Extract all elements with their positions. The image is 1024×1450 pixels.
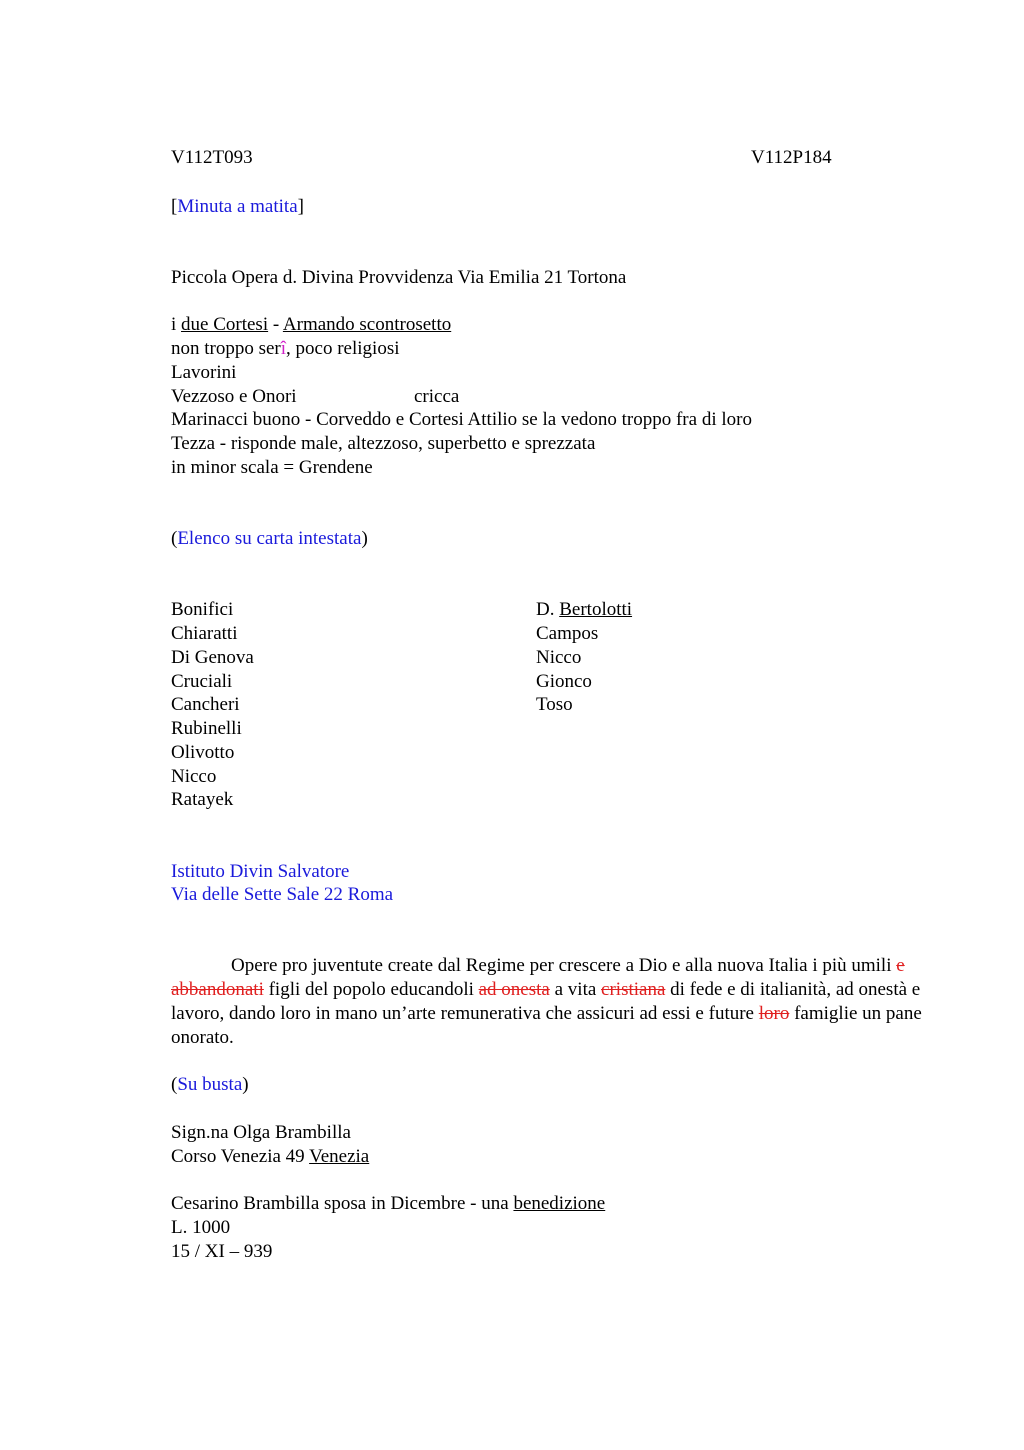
- list-item: Cancheri: [171, 694, 240, 715]
- envelope-street: Corso Venezia 49: [171, 1146, 310, 1167]
- note-line-2-before: non troppo ser: [171, 338, 281, 359]
- highlighted-letter: î: [280, 338, 287, 359]
- istituto-name: Istituto Divin Salvatore: [171, 861, 350, 882]
- list-item: Olivotto: [171, 742, 235, 763]
- bracket-close: ]: [297, 196, 304, 217]
- note-line-1-prefix: i: [171, 314, 182, 335]
- note-line-1-sep: -: [268, 314, 283, 335]
- editorial-note-text: Minuta a matita: [177, 196, 298, 217]
- list-item: [536, 598, 632, 622]
- istituto-address: Via delle Sette Sale 22 Roma: [171, 884, 394, 905]
- editorial-note-text: Elenco su carta intestata: [177, 528, 362, 549]
- list-item: Chiaratti: [171, 623, 238, 644]
- paragraph-text: di fede e di italianità, ad onestà e lavoro, dando loro in mano un’arte remunerativa che assicuri ad essi e future: [171, 979, 921, 1024]
- envelope-address: [171, 1145, 369, 1169]
- note-line-4-right: cricca: [414, 386, 460, 407]
- list-item: Toso: [536, 694, 573, 715]
- footer-date: 15 / XI – 939: [171, 1241, 273, 1262]
- document-code-left: V112T093: [171, 147, 253, 168]
- paragraph-text: a vita: [549, 979, 602, 1000]
- paren-close: ): [361, 528, 368, 549]
- envelope-recipient: Sign.na Olga Brambilla: [171, 1122, 351, 1143]
- list-item: Campos: [536, 623, 599, 644]
- editorial-note-busta: [171, 1073, 249, 1097]
- note-line-2: [171, 337, 400, 361]
- footer-amount: L. 1000: [171, 1217, 231, 1238]
- address-line-tortona: Piccola Opera d. Divina Provvidenza Via Emilia 21 Tortona: [171, 267, 627, 288]
- struck-text: cristiana: [601, 979, 666, 1000]
- envelope-city: Venezia: [309, 1146, 370, 1167]
- bertolotti: Bertolotti: [559, 599, 633, 620]
- note-line-3: Lavorini: [171, 362, 237, 383]
- note-line-5: Marinacci buono - Corveddo e Cortesi Attilio se la vedono troppo fra di loro: [171, 409, 752, 430]
- struck-text: ad onesta: [478, 979, 550, 1000]
- struck-text: loro: [758, 1003, 790, 1024]
- paren-open: (: [171, 1074, 178, 1095]
- editorial-note-text: Su busta: [177, 1074, 243, 1095]
- footer-note-text: Cesarino Brambilla sposa in Dicembre - una: [171, 1193, 514, 1214]
- note-line-2-after: , poco religiosi: [286, 338, 400, 359]
- footer-note: [171, 1192, 605, 1216]
- benedizione: benedizione: [513, 1193, 606, 1214]
- paragraph-opere: [171, 954, 923, 1050]
- paragraph-text: famiglie un pane onorato.: [171, 1003, 922, 1048]
- list-item: Bonifici: [171, 599, 234, 620]
- list-item: Gionco: [536, 671, 592, 692]
- paren-open: (: [171, 528, 178, 549]
- note-line-7: in minor scala = Grendene: [171, 457, 373, 478]
- editorial-note-elenco: [171, 527, 368, 551]
- struck-text: e abbandonati: [171, 955, 905, 1000]
- paren-close: ): [242, 1074, 249, 1095]
- note-line-1: [171, 313, 451, 337]
- note-line-4-left: Vezzoso e Onori: [171, 386, 297, 407]
- armando-scontrosetto: Armando scontrosetto: [282, 314, 452, 335]
- list-item: Rubinelli: [171, 718, 242, 739]
- bracket-open: [: [171, 196, 178, 217]
- paragraph-text: figli del popolo educandoli: [263, 979, 479, 1000]
- due-cortesi: due Cortesi: [181, 314, 269, 335]
- list-item: Nicco: [536, 647, 582, 668]
- list-item: Di Genova: [171, 647, 254, 668]
- paragraph-text: Opere pro juventute create dal Regime per crescere a Dio e alla nuova Italia i più umili: [231, 955, 897, 976]
- list-item: Ratayek: [171, 789, 234, 810]
- list-item: Cruciali: [171, 671, 233, 692]
- document-code-right: V112P184: [751, 147, 832, 168]
- list-item: Nicco: [171, 766, 217, 787]
- list-item-prefix: D.: [536, 599, 560, 620]
- note-line-6: Tezza - risponde male, altezzoso, superbetto e sprezzata: [171, 433, 596, 454]
- editorial-note-minuta: [171, 195, 304, 219]
